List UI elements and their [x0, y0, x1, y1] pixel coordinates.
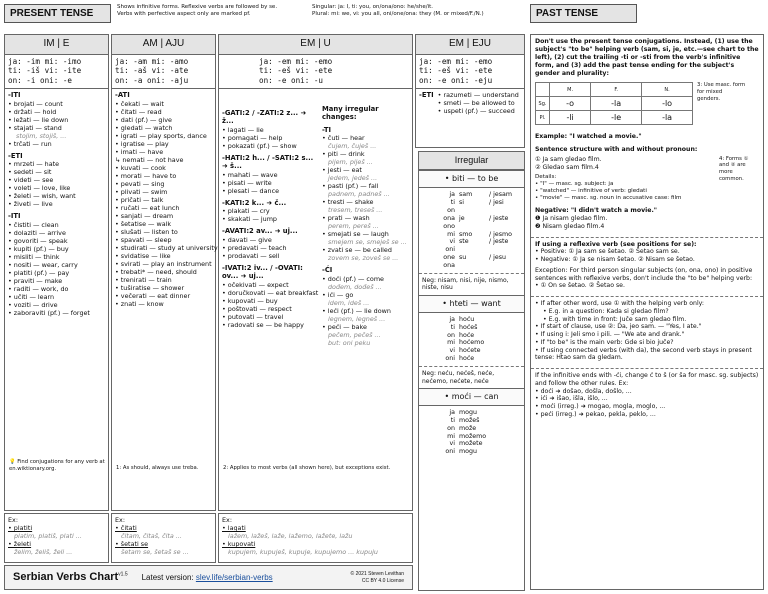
- conjugation-cell: ti: [450, 199, 455, 207]
- column-am-aju: [111, 34, 216, 511]
- copyright: © 2021 Steven Levithan CC BY 4.0 License: [350, 571, 404, 584]
- conjugation-cell: oni: [445, 246, 455, 254]
- forms-note: 4: Forms ① and ② are more common.: [719, 155, 749, 182]
- endings: ja: -em mi: -emo ti: -eš vi: -ete on: -e oni: -eju: [416, 55, 524, 90]
- column-head: IM | E: [5, 35, 108, 55]
- conjugation-cell: [459, 246, 485, 254]
- past-intro: Don't use the present tense conjugations. Instead, (1) use the subject's "to be" helping verb (sam, si, je, etc.—see chart to the left), (2) cut the trailing -ti or -sti from the verb's infinitive form, and (3) add the past tense ending for the subject's gender and plurality:: [535, 38, 759, 78]
- verb-item: zovem se, zoveš se ...: [328, 254, 399, 263]
- verb-item: • poštovati — respect: [222, 304, 292, 313]
- verb-item: • pričati — talk: [115, 195, 164, 204]
- conjugation-row: [433, 246, 524, 254]
- mixed-gender-note: 3: Use masc. form for mixed genders.: [697, 82, 746, 102]
- column-head: EM | EJU: [416, 35, 524, 55]
- verb-item: • piti — drink: [322, 150, 365, 159]
- example-col-3: Ex: • lagati lažem, lažeš, laže, lažemo, lažete, lažu • kupovati kupujem, kupuješ, kupuje, kupujemo ... kupuju: [218, 513, 413, 563]
- conjugation-cell: ona: [443, 261, 455, 269]
- conjugation-table: [419, 406, 524, 459]
- verb-item: • dati (pf.) — give: [115, 115, 172, 124]
- column-head: AM | AJU: [112, 35, 215, 55]
- pronoun-notes: [312, 4, 522, 19]
- verb-item: • čekati — wait: [115, 99, 164, 108]
- sentence-1: ① Ja sam gledao film.: [535, 155, 602, 163]
- conjugation-row: [433, 223, 524, 231]
- example-col-1: Ex: • platiti platim, platiš, plati ... • želeti želim, želiš, želi ...: [4, 513, 109, 563]
- sentence-2: ② Gledao sam film.4: [535, 163, 599, 171]
- verb-item: • tresti — shake: [322, 198, 374, 207]
- conjugation-cell: sam: [459, 191, 473, 199]
- conjugation-row: [433, 262, 524, 270]
- verb-item: • gledati — watch: [115, 123, 173, 132]
- conjugation-cell: vi: [449, 347, 455, 355]
- negation-note: Neg: neću, nećeš, neće, nećemo, nećete, neće: [419, 366, 524, 388]
- verb-item: • plesati — dance: [222, 186, 280, 195]
- conjugation-cell: vi: [449, 238, 455, 246]
- conjugation-cell: ja: [449, 315, 455, 323]
- verb-item: • pisati — write: [222, 178, 272, 187]
- conjugation-cell: [489, 246, 515, 254]
- conjugation-table: [419, 313, 524, 366]
- verb-item: • čitati — read: [115, 107, 162, 116]
- conjugation-cell: možeš: [459, 416, 480, 424]
- verb-item: padnem, padneš ...: [328, 190, 390, 199]
- should-note: 1: As should, always use treba.: [116, 465, 199, 471]
- conjugation-cell: je: [459, 214, 465, 222]
- column-im-e: [4, 34, 109, 511]
- conjugation-row: [433, 207, 524, 215]
- column-em-u: [218, 34, 413, 511]
- note-infinitive: Shows infinitive forms. Reflexive verbs are followed by se.: [117, 4, 278, 10]
- conjugation-cell: mi: [447, 432, 455, 440]
- verb-item: • svirati — play an instrument: [115, 259, 212, 268]
- conjugation-cell: hoćete: [459, 347, 481, 355]
- verb-list: -ITI • brojati — count • držati — hold • ležati — lie down • stajati — stand stojim, stojiš, ... • trčati — run -ETI • mrzeti — hate • sedeti — sit • videti — see • voleti — love, like • želeti — wish, want • živeti — live -ITI • čistiti — clean • dolaziti — arrive • govoriti — speak • kupiti (pf.) — buy • misliti — think • nositi — wear, carry • platiti (pf.) — pay • praviti — make • raditi — work, do • učiti — learn • voziti — drive • zaboraviti (pf.) — forget: [8, 91, 90, 317]
- conjugation-cell: su: [459, 254, 467, 262]
- conjugation-cell: / jesmo: [489, 230, 513, 238]
- verb-item: • spavati — sleep: [115, 235, 172, 244]
- neg-sentence-2: ❷ Nisam gledao film.4: [535, 222, 605, 230]
- verb-item: • šetatise — walk: [115, 219, 172, 228]
- group-label: -AVATI:2 av... ➜ uj...: [222, 227, 298, 236]
- conjugation-cell: si: [459, 199, 465, 207]
- conjugation-cell: [489, 262, 515, 270]
- verb-item: pijem, piješ ...: [328, 158, 373, 167]
- irregular-box: [418, 151, 525, 591]
- conjugation-cell: / jeste: [489, 238, 509, 246]
- conjugation-row: [433, 215, 524, 223]
- verb-item: • zvati se — be called: [322, 246, 392, 255]
- conjugation-row: [433, 347, 524, 355]
- conjugation-cell: možemo: [459, 432, 487, 440]
- conjugation-cell: [459, 223, 485, 231]
- verb-item: • pevati — sing: [115, 179, 165, 188]
- verb-item: • igrati — play sports, dance: [115, 131, 207, 140]
- column-head: EM | U: [219, 35, 412, 55]
- negative-heading: Negative: "I didn't watch a movie.": [535, 207, 658, 215]
- verb-item: • smejati se — laugh: [322, 230, 389, 239]
- verb-item: ↳ nemati — not have: [115, 155, 184, 164]
- group-label: -GATI:2 / -ZATI:2 z... ➜ ž...: [222, 109, 307, 126]
- verb-item: • peći — bake: [322, 322, 367, 331]
- verb-item: pečem, pečeš ...: [328, 330, 381, 339]
- verb-item: • svidatise — like: [115, 251, 171, 260]
- conjugation-row: [433, 409, 524, 417]
- conjugation-row: [433, 191, 524, 199]
- note-perfective: Verbs with perfective aspect only are marked pf.: [117, 11, 251, 18]
- verb-item: • večerati — eat dinner: [115, 291, 191, 300]
- verb-item: • čuti — hear: [322, 134, 365, 143]
- verb-item: • skakati — jump: [222, 215, 277, 224]
- conjugation-cell: mogu: [459, 409, 477, 416]
- conjugation-cell: / jeste: [489, 214, 509, 222]
- conjugation-cell: ja: [449, 409, 455, 416]
- verb-item: • trenirati — train: [115, 275, 172, 284]
- verb-item: • imati — have: [115, 147, 164, 156]
- neg-sentence-1: ❶ Ja nisam gledao film.: [535, 215, 608, 222]
- conjugation-table: [419, 188, 524, 273]
- verb-item: • pokazati (pf.) — show: [222, 141, 297, 150]
- verb-item: • radovati se — be happy: [222, 320, 304, 329]
- wiktionary-note: 💡 Find conjugations for any verb at en.wiktionary.org.: [9, 459, 105, 472]
- verb-item: • ići — go: [322, 290, 354, 299]
- conjugation-cell: on: [447, 331, 455, 339]
- applies-note: 2: Applies to most verbs (all shown here), but exceptions exist.: [223, 465, 391, 471]
- verb-item: but: oni peku: [328, 338, 371, 347]
- verb-item: • ručati — eat lunch: [115, 203, 180, 212]
- verb-item: • leći (pf.) — lie down: [322, 306, 391, 315]
- bulb-icon: 💡: [9, 459, 16, 465]
- past-tense-panel: Don't use the present tense conjugations. Instead, (1) use the subject's "to be" helping verb (sam, si, je, etc.—see chart to the left), (2) cut the trailing -ti or -sti from the verb's infinitive form, and (3) add the past tense ending for the subject's gender and plurality: M. F. N. Sg. -o -la -lo Pl. -li -le -la 3: Use masc. form for mixed genders. Example: "I watched a movie." Sentence structure with and without pronoun: ① Ja sam gledao film. ② Gledao sam film.4 Details: • "I" — masc. sg. subject: ja • "watched" — infinitive of verb: gledati • "movie" — masc. sg. noun in accusative case: film 4: Forms ① and ② are more common. Negative: "I didn't watch a movie." ❶ Ja nisam gledao film. ❷ Nisam gledao film.4 If using a reflexive verb (see positions for se): • Positive: ① Ja sam se šetao. ② Šetao sam se. • Negative: ① Ja se nisam šetao. ② Nisam se šetao. Exception: For third person singular subjects (on, ona, ono) in positive sentences with reflexive verbs, don't include the "to be" helping verb: • ① On se šetao. ② Šetao se. • If after other word, use ① with the helping verb only: • E.g. in a question: Kada si gledao film? • E.g. with time in front: Juče sam gledao film. • If start of clause, use ②: Da, jeo sam. — "Yes, I ate." • If using i: Jeli smo i pili. — "We ate and drank." • If "to be" is the main verb: Gde si bio juče? • If using connected verbs (with da), the second verb stays in present tense: Htao sam da gledam. If the infinitive ends with -ći, change ć to š (or ša for masc. sg. subjects) and follow the other rules. Ex: • doći ➜ došao, došla, došlo, ... • ići ➜ išao, išla, išlo, ... • moći (irreg.) ➜ mogao, mogla, moglo, ... • peći (irreg.) ➜ pekao, pekla, peklo, ...: [530, 34, 764, 590]
- conjugation-cell: [489, 223, 515, 231]
- verb-item: perem, pereš ...: [328, 222, 379, 231]
- group-label: -ĆI: [322, 266, 333, 275]
- conjugation-cell: / jesi: [489, 199, 504, 207]
- conjugation-cell: mogu: [459, 448, 477, 456]
- endings: ja: -em mi: -emo ti: -eš vi: -ete on: -e oni: -u: [219, 55, 412, 90]
- irregular-changes: Many irregular changes: -TI • čuti — hear čujem, čuješ ... • piti — drink pijem, piješ ... • jesti — eat jedem, jedeš ... • pasti (pf.) — fall padnem, padneš ... • tresti — shake tresem, treseš ... • prati — wash perem, pereš ... • smejati se — laugh smejem se, smeješ se ... • zvati se — be called zovem se, zoveš se ... -ĆI • doći (pf.) — come dođem, dođeš ... • ići — go idem, ideš ... • leći (pf.) — lie down legnem, legneš ... • peći — bake pečem, pečeš ... but: oni peku: [319, 103, 414, 349]
- header-notes: [117, 4, 307, 19]
- irregular-title: Irregular: [419, 152, 524, 170]
- group-label: -IVATI:2 iv... / -OVATI: ov... ➜ uj...: [222, 263, 303, 281]
- verb-item: • davati — give: [222, 235, 272, 244]
- conjugation-cell: mi: [447, 230, 455, 238]
- verb-item: • kuvati — cook: [115, 163, 166, 172]
- group-label: -KATI:2 k... ➜ č...: [222, 198, 287, 207]
- verb-item: • sanjati — dream: [115, 211, 174, 220]
- verb-item: idem, ideš ...: [328, 298, 370, 307]
- example-col-2: Ex: • čitati čitam, čitaš, čita ... • šetati se šetam se, šetaš se ...: [111, 513, 216, 563]
- plural-note: Plural: mi: we, vi: you all, oni/one/ona: they (M. or mixed/F./N.): [312, 11, 484, 18]
- irregular-verb-head: • biti — to be: [419, 170, 524, 188]
- verb-item: tresem, treseš ...: [328, 206, 383, 215]
- exception-text: Exception: For third person singular subjects (on, ona, ono) in positive sentences with reflexive verbs, don't include the "to be" helping verb:: [535, 266, 753, 282]
- conjugation-cell: on: [447, 206, 455, 214]
- verb-item: • doći (pf.) — come: [322, 274, 384, 283]
- conjugation-row: [433, 231, 524, 239]
- ci-heading: If the infinitive ends with -ći, change ć to š (or ša for masc. sg. subjects) and follow the other rules. Ex:: [535, 372, 759, 387]
- verb-item: • putovati — travel: [222, 312, 284, 321]
- conjugation-cell: ona: [443, 214, 455, 222]
- conjugation-cell: ti: [450, 416, 455, 424]
- verb-list: -ATI • čekati — wait • čitati — read • dati (pf.) — give • gledati — watch • igrati — play sports, dance • igratise — play • imati — have ↳ nemati — not have • kuvati — cook • morati — have to • pevati — sing • plivati — swim • pričati — talk • ručati — eat lunch • sanjati — dream • šetatise — walk • slušati — listen to • spavati — sleep • studirati — study at university • svidatise — like • svirati — play an instrument • trebati* — need, should • trenirati — train • tuširatise — shower • večerati — eat dinner • znati — know: [115, 91, 218, 308]
- endings: ja: -am mi: -amo ti: -aš vi: -ate on: -a oni: -aju: [112, 55, 215, 90]
- verb-item: • prati — wash: [322, 214, 370, 223]
- conjugation-cell: oni: [445, 355, 455, 363]
- conjugation-cell: hoće: [459, 355, 475, 363]
- singular-note: Singular: ja: I, ti: you, on/ona/ono: he/she/it.: [312, 4, 433, 10]
- group-label: -HATI:2 h... / -SATI:2 s... ➜ š...: [222, 153, 314, 171]
- conjugation-cell: ti: [450, 323, 455, 331]
- past-endings-table: M. F. N. Sg. -o -la -lo Pl. -li -le -la: [535, 82, 693, 125]
- verb-item: • plivati — swim: [115, 187, 168, 196]
- conjugation-cell: mi: [447, 339, 455, 347]
- conjugation-cell: [459, 262, 485, 270]
- latest-version-link[interactable]: slev.life/serbian-verbs: [195, 572, 273, 582]
- example-heading: Example: "I watched a movie.": [535, 133, 642, 141]
- negation-note: Neg: nisam, nisi, nije, nismo, niste, nisu: [419, 273, 524, 295]
- conjugation-cell: ste: [459, 238, 469, 246]
- irregular-verb-head: • hteti — want: [419, 295, 524, 313]
- present-tense-title: PRESENT TENSE: [4, 4, 111, 23]
- verb-item: legnem, legneš ...: [328, 314, 386, 323]
- verb-item: • lagati — lie: [222, 125, 264, 134]
- verb-item: smejem se, smeješ se ...: [328, 238, 407, 247]
- conjugation-cell: [489, 207, 515, 215]
- conjugation-cell: možete: [459, 440, 483, 448]
- conjugation-cell: one: [443, 254, 455, 262]
- footer: [4, 565, 413, 590]
- conjugation-cell: hoćeš: [459, 323, 478, 331]
- verb-item: • tuširatise — shower: [115, 283, 185, 292]
- verb-list: -ETI • razumeti — understand • smeti — be allowed to • uspeti (pf.) — succeed: [419, 91, 519, 116]
- verb-item: • morati — have to: [115, 171, 177, 180]
- irregular-verb-head: • moći — can: [419, 388, 524, 406]
- verb-item: • doručkovati — eat breakfast: [222, 288, 319, 297]
- conjugation-row: [433, 254, 524, 262]
- conjugation-row: [433, 440, 524, 448]
- conjugation-row: [433, 448, 524, 456]
- verb-item: dođem, dođeš ...: [328, 282, 382, 291]
- conjugation-cell: vi: [449, 440, 455, 448]
- conjugation-cell: [459, 207, 485, 215]
- verb-item: • studirati — study at university: [115, 243, 218, 252]
- conjugation-cell: može: [459, 424, 477, 432]
- conjugation-cell: hoće: [459, 331, 475, 339]
- verb-item: čujem, čuješ ...: [328, 142, 377, 151]
- conjugation-row: [433, 355, 524, 363]
- conjugation-row: [433, 316, 524, 324]
- conjugation-cell: / jesam: [489, 191, 513, 199]
- conjugation-row: [433, 425, 524, 433]
- conjugation-cell: ono: [443, 222, 455, 230]
- conjugation-cell: ja: [449, 191, 455, 199]
- conjugation-row: [433, 324, 524, 332]
- endings: ja: -im mi: -imo ti: -iš vi: -ite on: -i oni: -e: [5, 55, 108, 90]
- conjugation-cell: hoću: [459, 315, 475, 323]
- group-label: -TI: [322, 125, 331, 134]
- conjugation-row: [433, 238, 524, 246]
- structure-heading: Sentence structure with and without pronoun:: [535, 146, 698, 154]
- verb-item: jedem, jedeš ...: [328, 174, 378, 183]
- verb-item: • znati — know: [115, 299, 164, 308]
- conjugation-cell: hoćemo: [459, 339, 485, 347]
- conjugation-row: [433, 199, 524, 207]
- chart-title: Serbian Verbs Chart$^{v1.5}$: [13, 570, 128, 583]
- conjugation-cell: smo: [459, 230, 473, 238]
- verb-item: • kupovati — buy: [222, 296, 278, 305]
- verb-item: • jesti — eat: [322, 166, 362, 175]
- verb-item: • očekivati — expect: [222, 280, 289, 289]
- conjugation-cell: oni: [445, 448, 455, 456]
- verb-item: • slušati — listen to: [115, 227, 178, 236]
- conjugation-cell: / jesu: [489, 254, 507, 262]
- latest-version: Latest version: slev.life/serbian-verbs: [141, 572, 273, 582]
- verb-item: • prodavati — sell: [222, 251, 280, 260]
- reflexive-heading: If using a reflexive verb (see positions for se):: [535, 240, 697, 248]
- verb-groups: [219, 103, 319, 331]
- conjugation-cell: on: [447, 424, 455, 432]
- verb-item: • trebati* — need, should: [115, 267, 197, 276]
- verb-item: • pasti (pf.) — fall: [322, 182, 379, 191]
- column-em-eju: [415, 34, 525, 148]
- verb-item: • plakati — cry: [222, 207, 270, 216]
- verb-item: • predavati — teach: [222, 243, 287, 252]
- verb-item: • igratise — play: [115, 139, 169, 148]
- past-tense-title: PAST TENSE: [530, 4, 637, 23]
- verb-item: • pomagati — help: [222, 133, 283, 142]
- conjugation-row: [433, 417, 524, 425]
- verb-item: • mahati — wave: [222, 170, 278, 179]
